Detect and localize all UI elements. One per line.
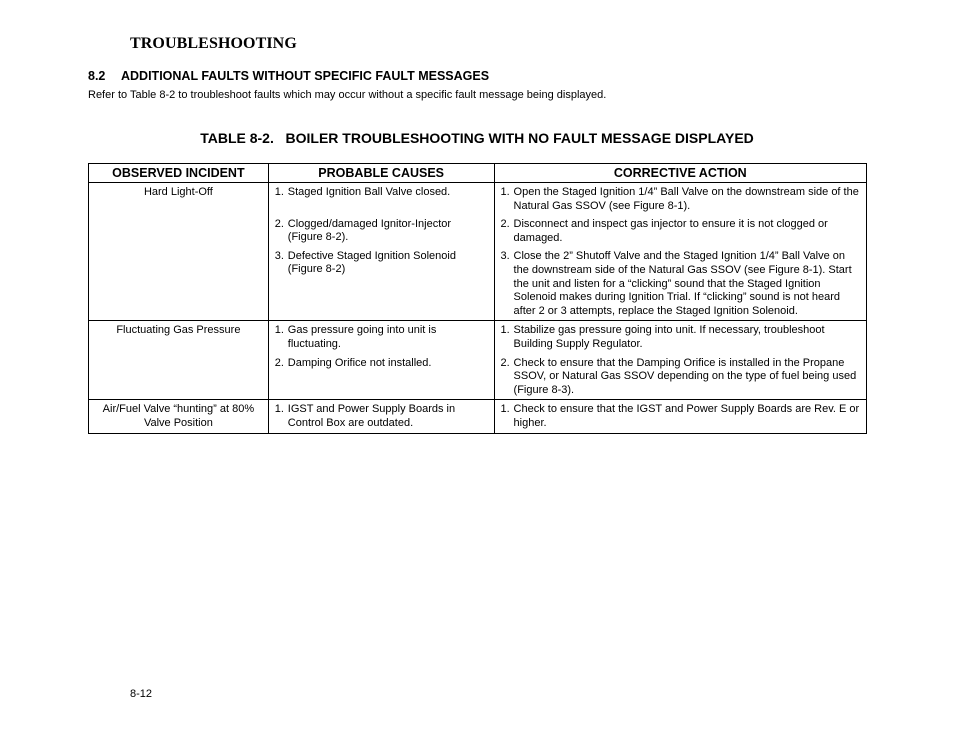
action-text: Stabilize gas pressure going into unit. If necessary, troubleshoot Building Supply Regulator.	[513, 324, 825, 350]
table-row	[89, 400, 867, 433]
incident-cell: Hard Light-Off	[89, 183, 269, 321]
action-item	[501, 357, 860, 398]
table-row	[89, 321, 867, 400]
causes-cell	[268, 321, 494, 400]
cause-text: Clogged/damaged Ignitor-Injector (Figure 8-2).	[287, 217, 452, 244]
cause-number: 1.	[274, 324, 284, 337]
action-item	[501, 218, 860, 245]
action-item	[501, 186, 860, 213]
cause-text: Damping Orifice not installed.	[287, 356, 432, 369]
incident-cell: Fluctuating Gas Pressure	[89, 321, 269, 400]
cause-number: 3.	[274, 249, 284, 262]
cause-number: 2.	[274, 356, 284, 369]
action-number: 1.	[500, 324, 510, 337]
action-item	[501, 403, 860, 430]
action-text: Close the 2” Shutoff Valve and the Staged Ignition 1/4” Ball Valve on the downstream side of the Natural Gas SSOV (see Figure 8-1). Start the unit and listen for a “clicking” sound that the Staged Ignition Solenoid makes during Ignition Trial. If “clicking” sound is not heard after 2 or 3 attempts, replace the Staged Ignition Solenoid.	[513, 250, 852, 317]
cause-number: 1.	[274, 186, 284, 198]
running-head: TROUBLESHOOTING	[130, 35, 297, 52]
table-title: TABLE 8-2. BOILER TROUBLESHOOTING WITH NO FAULT MESSAGE DISPLAYED	[200, 130, 754, 146]
action-number: 2.	[500, 356, 510, 369]
action-item	[501, 324, 860, 351]
action-text: Check to ensure that the Damping Orifice is installed in the Propane SSOV, or Natural Gas SSOV depending on the type of fuel being used (Figure 8-3).	[513, 356, 857, 396]
action-number: 1.	[500, 403, 510, 416]
actions-cell	[494, 400, 866, 433]
cause-item	[275, 403, 488, 430]
causes-cell	[268, 400, 494, 433]
cause-text: IGST and Power Supply Boards in Control Box are outdated.	[287, 403, 456, 429]
action-number: 3.	[500, 250, 510, 263]
cause-item	[275, 218, 488, 245]
action-text: Check to ensure that the IGST and Power Supply Boards are Rev. E or higher.	[513, 403, 860, 429]
cause-number: 1.	[274, 403, 284, 416]
header-corrective-action: CORRECTIVE ACTION	[494, 164, 866, 183]
cause-item	[275, 324, 488, 351]
actions-cell	[494, 321, 866, 400]
actions-cell	[494, 183, 866, 321]
cause-item	[275, 186, 488, 200]
section-number: 8.2	[88, 69, 106, 83]
cause-text: Defective Staged Ignition Solenoid (Figure 8-2)	[287, 249, 456, 276]
action-number: 2.	[500, 218, 510, 231]
table-header-row	[89, 164, 867, 183]
table-row	[89, 183, 867, 321]
troubleshooting-table	[88, 163, 867, 434]
header-probable-causes: PROBABLE CAUSES	[268, 164, 494, 183]
causes-cell	[268, 183, 494, 321]
cause-text: Staged Ignition Ball Valve closed.	[287, 186, 451, 198]
page-number: 8-12	[130, 688, 153, 700]
section-title: ADDITIONAL FAULTS WITHOUT SPECIFIC FAULT MESSAGES	[121, 69, 490, 83]
action-text: Open the Staged Ignition 1/4” Ball Valve on the downstream side of the Natural Gas SSOV (see Figure 8-1).	[513, 186, 859, 212]
incident-cell: Air/Fuel Valve “hunting” at 80% Valve Position	[89, 400, 269, 433]
cause-item	[275, 250, 488, 277]
cause-item	[275, 357, 488, 371]
header-observed-incident: OBSERVED INCIDENT	[89, 164, 269, 183]
action-text: Disconnect and inspect gas injector to ensure it is not clogged or damaged.	[513, 218, 828, 244]
action-number: 1.	[500, 186, 510, 198]
cause-number: 2.	[274, 217, 284, 230]
action-item	[501, 250, 860, 318]
section-heading	[88, 69, 489, 83]
cause-text: Gas pressure going into unit is fluctuating.	[287, 324, 437, 350]
intro-paragraph: Refer to Table 8-2 to troubleshoot faults which may occur without a specific fault message being displayed.	[88, 89, 607, 101]
